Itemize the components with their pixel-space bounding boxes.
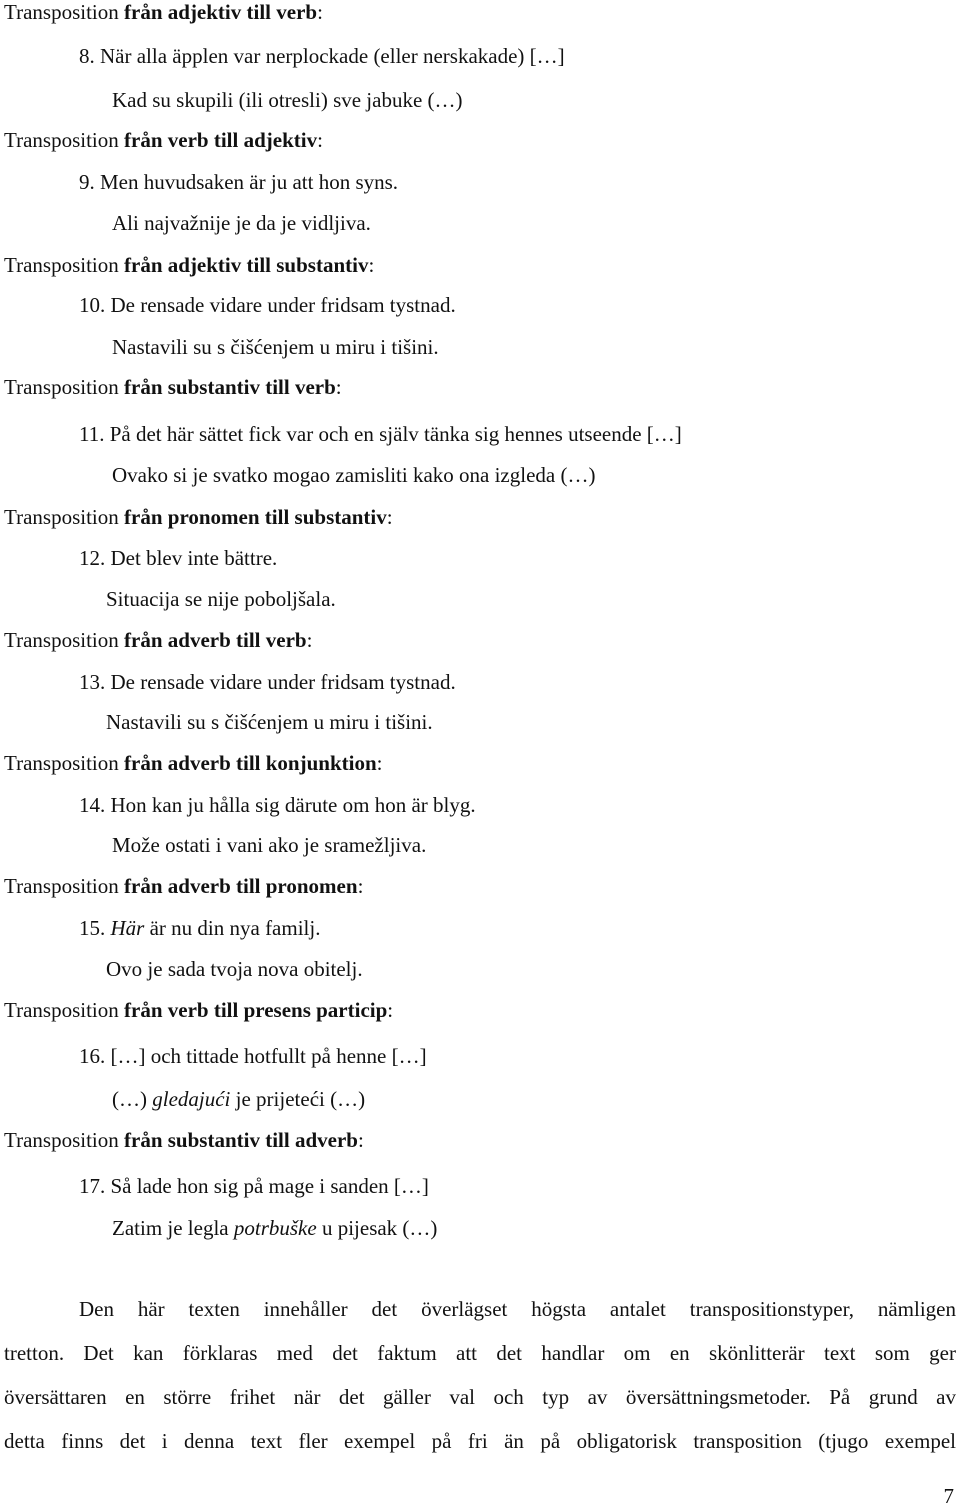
section-heading: Transposition från adjektiv till verb:: [4, 0, 323, 24]
section-heading: Transposition från adjektiv till substantiv:: [4, 253, 375, 277]
section-heading: Transposition från adverb till pronomen:: [4, 874, 364, 898]
body-paragraph-line: Den här texten innehåller det överlägset högsta antalet transpositionstyper, nämligen: [79, 1297, 956, 1321]
example-translation: Ovako si je svatko mogao zamisliti kako ona izgleda (…): [112, 463, 596, 487]
example-sentence: 12. Det blev inte bättre.: [79, 546, 278, 570]
body-paragraph-line: översättaren en större frihet när det gäller val och typ av översättningsmetoder. På grund av: [4, 1385, 956, 1409]
example-sentence: 17. Så lade hon sig på mage i sanden […]: [79, 1174, 429, 1198]
example-translation: Nastavili su s čišćenjem u miru i tišini.: [106, 710, 433, 734]
example-sentence: 9. Men huvudsaken är ju att hon syns.: [79, 170, 399, 194]
page-number: 7: [943, 1484, 954, 1508]
section-heading: Transposition från adverb till verb:: [4, 628, 313, 652]
example-sentence: 16. […] och tittade hotfullt på henne […]: [79, 1044, 427, 1068]
body-paragraph-line: detta finns det i denna text fler exempel på fri än på obligatorisk transposition (tjugo exempel: [4, 1429, 956, 1453]
section-heading: Transposition från adverb till konjunktion:: [4, 751, 383, 775]
example-translation: Ovo je sada tvoja nova obitelj.: [106, 957, 363, 981]
example-sentence: 10. De rensade vidare under fridsam tystnad.: [79, 293, 456, 317]
example-translation: Kad su skupili (ili otresli) sve jabuke (…): [112, 88, 463, 112]
body-paragraph-line: tretton. Det kan förklaras med det faktum att det handlar om en skönlitterär text som ger: [4, 1341, 956, 1365]
example-translation: Zatim je legla potrbuške u pijesak (…): [112, 1216, 438, 1240]
example-sentence: 8. När alla äpplen var nerplockade (eller nerskakade) […]: [79, 44, 565, 68]
example-translation: Ali najvažnije je da je vidljiva.: [112, 211, 371, 235]
section-heading: Transposition från substantiv till verb:: [4, 375, 342, 399]
example-sentence: 13. De rensade vidare under fridsam tystnad.: [79, 670, 456, 694]
example-translation: Situacija se nije poboljšala.: [106, 587, 336, 611]
example-sentence: 15. Här är nu din nya familj.: [79, 916, 321, 940]
example-translation: Nastavili su s čišćenjem u miru i tišini.: [112, 335, 439, 359]
example-sentence: 14. Hon kan ju hålla sig därute om hon är blyg.: [79, 793, 476, 817]
section-heading: Transposition från substantiv till adverb:: [4, 1128, 364, 1152]
example-translation: (…) gledajući je prijeteći (…): [112, 1087, 366, 1111]
section-heading: Transposition från verb till presens particip:: [4, 998, 394, 1022]
section-heading: Transposition från pronomen till substantiv:: [4, 505, 393, 529]
section-heading: Transposition från verb till adjektiv:: [4, 128, 323, 152]
example-sentence: 11. På det här sättet fick var och en själv tänka sig hennes utseende […]: [79, 422, 682, 446]
example-translation: Može ostati i vani ako je sramežljiva.: [112, 833, 427, 857]
